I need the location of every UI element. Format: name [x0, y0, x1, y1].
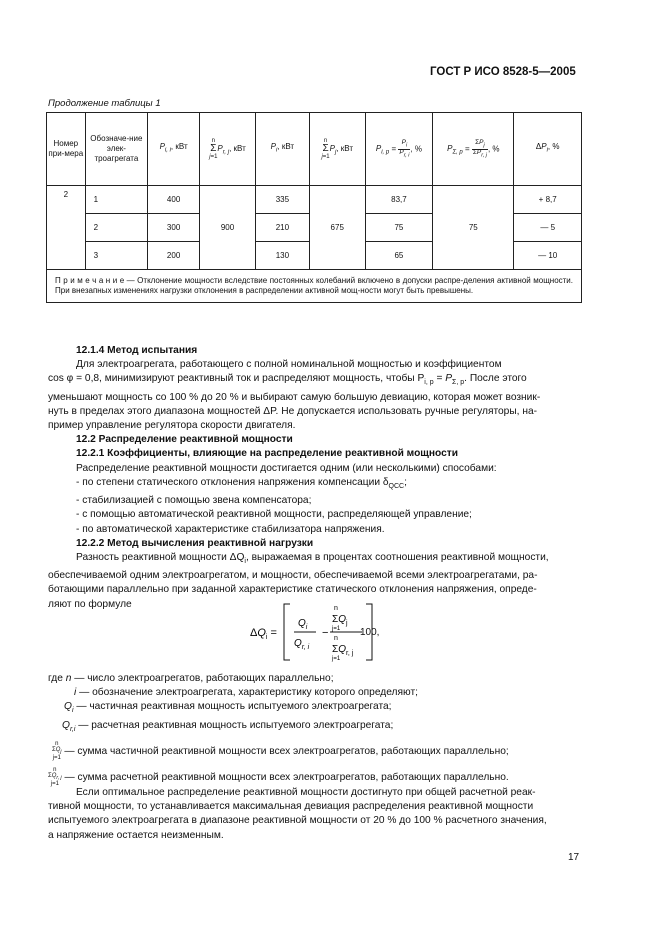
- para-line: Разность реактивной мощности $\Delta Q_i$, выражаемая в процентах соотношения реактивной мощности,: [76, 551, 549, 565]
- heading-12-2-1: 12.2.1 Коэффициенты, влияющие на распределение реактивной мощности: [76, 448, 459, 460]
- heading-12-2: 12.2 Распределение реактивной мощности: [76, 434, 293, 446]
- para-line: тивной мощности, то устанавливается максимальная девиация распределения реактивной мощности: [48, 801, 534, 813]
- formula: [250, 600, 450, 667]
- where-line: $Q_{r,i}$ — расчетная реактивная мощность испытуемого электроагрегата;: [62, 719, 394, 733]
- col-pi-p: $P_{i, p}$ = $\frac{P_i}{P_{r, i}}$ , %: [365, 113, 433, 186]
- where-line: где n — число электроагрегатов, работающих параллельно;: [48, 673, 334, 684]
- table-caption: Продолжение таблицы 1: [48, 98, 161, 109]
- where-line: n $\Sigma Q_{r, j}$ j=1 — сумма расчетной реактивной мощности всех электроагрегатов, работающих параллельно.: [48, 767, 509, 788]
- list-item: - по автоматической характеристике стабилизатора напряжения.: [76, 523, 385, 535]
- table-note-row: [47, 270, 582, 303]
- gen-number: 2: [85, 214, 148, 242]
- para-line: Если оптимальное распределение реактивной мощности достигнуто при общей расчетной реак-: [76, 787, 536, 798]
- table-row: [47, 186, 582, 214]
- para-line: обеспечиваемой одним электроагрегатом, и мощности, обеспечиваемой всеми электроагрегатами, ра-: [48, 570, 538, 582]
- cell-psp: 75: [433, 186, 514, 270]
- example-number: 2: [47, 186, 86, 270]
- svg-text:ΔQi =: $\Delta Q_i$ =: [250, 627, 277, 641]
- svg-text:j=1: j=1: [332, 656, 341, 662]
- cell-dp: + 8,7: [514, 186, 582, 214]
- col-pi-cons: $P_i$, кВт: [255, 113, 309, 186]
- where-line: $Q_i$ — частичная реактивная мощность испытуемого электроагрегата;: [64, 701, 392, 715]
- cell-sum-p: 675: [309, 186, 365, 270]
- col-sum-p: n Σ $j=1P_j$, кВт: [309, 113, 365, 186]
- col-generator: Обозначе-ние элек-троагрегата: [85, 113, 148, 186]
- table-note: П р и м е ч а н и е — Отклонение мощности вследствие постоянных колебаний включено в допуски распре-деления активной мощности. При внезапных изменениях нагрузки отклонения в распределении активной мощ-ности могут быть превышены.: [47, 270, 582, 303]
- para-line: cos φ = 0,8, минимизируют реактивный ток и распределяют мощность, чтобы $P_{i, p} = P_{\Sigma, p}$. После этого: [48, 373, 527, 387]
- cell-sum-pr: 900: [200, 186, 256, 270]
- document-header: ГОСТ Р ИСО 8528-5—2005: [430, 66, 576, 78]
- gen-number: 3: [85, 242, 148, 270]
- page-number: 17: [568, 852, 580, 863]
- para-line: Для электроагрегата, работающего с полной номинальной мощностью и коэффициентом: [76, 359, 502, 371]
- data-table: [46, 112, 582, 303]
- para-line: нуть в пределах этого диапазона мощностей ΔP. Не допускается использовать ручные регуляторы, на-: [48, 405, 538, 417]
- para-line: ботающими параллельно при заданной характеристике статического отклонения напряжения, опреде-: [48, 584, 537, 596]
- cell-pip: 65: [365, 242, 433, 270]
- para-line: Распределение реактивной мощности достигается одним (или несколькими) способами:: [76, 462, 497, 474]
- formula-coefficient: 100,: [360, 627, 380, 638]
- para-line: ляют по формуле: [48, 598, 132, 610]
- svg-text:n: n: [334, 635, 338, 642]
- heading-12-2-2: 12.2.2 Метод вычисления реактивной нагрузки: [76, 537, 314, 549]
- svg-text:ΣQj: $\Sigma Q_j$: [332, 614, 348, 627]
- gen-number: 1: [85, 186, 148, 214]
- col-pi: $P_{i, i}$, кВт: [148, 113, 200, 186]
- heading-12-1-4: 12.1.4 Метод испытания: [76, 345, 198, 356]
- list-item: - стабилизацией с помощью звена компенсатора;: [76, 495, 312, 507]
- cell-pcons: 210: [255, 214, 309, 242]
- cell-pi: 200: [148, 242, 200, 270]
- cell-dp: — 5: [514, 214, 582, 242]
- svg-text:−: −: [322, 627, 329, 639]
- svg-text:Qi: $Q_i$: [298, 618, 308, 631]
- list-item: - с помощью автоматической реактивной мощности, распределяющей управление;: [76, 509, 472, 521]
- cell-pi: 400: [148, 186, 200, 214]
- cell-pip: 83,7: [365, 186, 433, 214]
- cell-pcons: 335: [255, 186, 309, 214]
- col-ps-p: $P_{\Sigma, p}$ = $\frac{\Sigma P_j}{\Sigma P_{r, j}}$ , %: [433, 113, 514, 186]
- col-sum-pr: n Σ $j=1P_{r, j}$, кВт: [200, 113, 256, 186]
- para-line: пример управление регулятора скорости двигателя.: [48, 420, 296, 432]
- cell-pi: 300: [148, 214, 200, 242]
- final-paragraph: [48, 786, 582, 843]
- where-block: [48, 672, 582, 787]
- para-line: а напряжение остается неизменным.: [48, 829, 224, 841]
- section-text-1: [48, 344, 582, 612]
- col-example: Номер при-мера: [47, 113, 86, 186]
- para-line: испытуемого электроагрегата в диапазоне реактивной мощности от 20 % до 100 % расчетного значения,: [48, 815, 547, 827]
- list-item: - по степени статического отклонения напряжения компенсации $\delta_{QCC}$;: [76, 476, 407, 490]
- svg-text:ΣQr, j: $\Sigma Q_{r, j}$: [332, 644, 354, 657]
- para-line: уменьшают мощность со 100 % до 20 % и выбирают самую большую девиацию, которая может возник-: [48, 391, 541, 403]
- col-delta-p: $\Delta P_i$, %: [514, 113, 582, 186]
- svg-text:Qr, i: $Q_{r, i}$: [294, 638, 310, 651]
- svg-text:j=1: j=1: [332, 626, 341, 632]
- table-header-row: [47, 113, 582, 186]
- svg-text:n: n: [334, 605, 338, 612]
- where-line: i — обозначение электроагрегата, характеристику которого определяют;: [74, 687, 418, 699]
- formula-svg: [250, 600, 450, 664]
- cell-pip: 75: [365, 214, 433, 242]
- where-line: n $\Sigma Q_j$ j=1 — сумма частичной реактивной мощности всех электроагрегатов, работающих параллельно;: [52, 740, 509, 762]
- cell-dp: — 10: [514, 242, 582, 270]
- cell-pcons: 130: [255, 242, 309, 270]
